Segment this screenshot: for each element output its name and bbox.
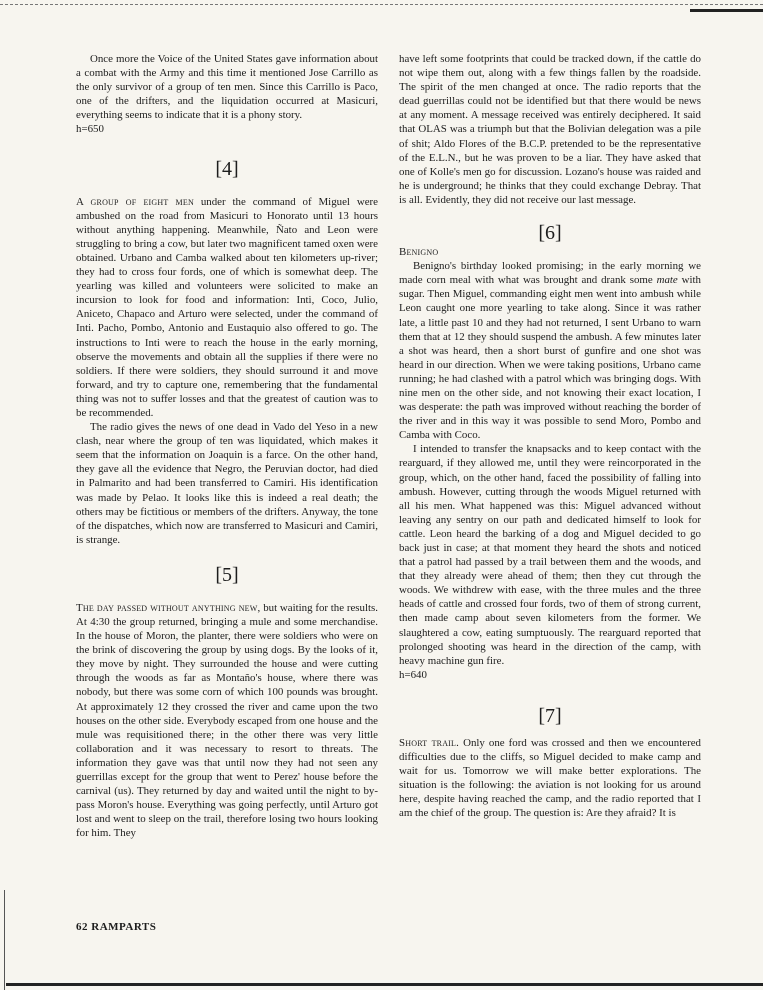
bottom-rule	[6, 983, 763, 986]
section-number-5: [5]	[215, 563, 239, 586]
section-number-7: [7]	[538, 704, 562, 727]
section-lead: Benigno	[399, 246, 439, 259]
paragraph: The day passed without anything new, but waiting for the results. At 4:30 the group returned, bringing a mule and some merchandise. In the house of Moron, the planter, there were soldiers who were on the brink of discovering the group by using dogs. By the looks of it, they move by night. They surrounded the house and were cutting through the woods as far as Montaño's house, where there was nobody, but there was some corn of which 100 pounds was brought. At approximately 12 they crossed the river and came upon the two houses on the other side. Everybody escaped from one house and the mule was requisitioned there; in the other there was very little collaboration and it was necessary to resort to threats. The information they gave was that until now they had not seen any guerrillas except for the group that went to Perez' house before the carnival (us). They returned by day and waited until the night to by-pass Moron's house. Everything was going perfectly, until Arturo got lost and went to sleep on the trail, therefore losing two hours looking for him. They	[76, 601, 378, 840]
section-lead: A group of eight men	[76, 195, 194, 208]
section-lead: The day passed without anything new,	[76, 601, 261, 614]
section-number-4: [4]	[215, 157, 239, 180]
top-dashed-rule	[0, 4, 763, 5]
paragraph: A group of eight men under the command of Miguel were ambushed on the road from Masicuri to Honorato until 13 hours without anything happening. Meanwhile, Ñato and Leon were struggling to bring a cow, but later two magnificent tamed oxen were obtained. Urbano and Camba walked about ten kilometers up-river; they had to cross four fords, one of which is somewhat deep. The yearling was killed and volunteers were solicited to make an incursion to look for food and information: Inti, Coco, Julio, Aniceto, Chapaco and Arturo were selected, under the command of Inti. Pacho, Pombo, Antonio and Eustaquio also offered to go. The instructions to Inti were to reach the house in the early morning, observe the movements and obtain all the supplies if there were no soldiers. If there were soldiers, they should surround it and move forward, and try to capture one, remembering that the fundamental thing was not to suffer losses and that the greatest of caution was to be recommended.	[76, 195, 378, 419]
page-footer	[76, 921, 156, 933]
paragraph: The radio gives the news of one dead in Vado del Yeso in a new clash, near where the group of ten was liquidated, which makes it seem that the information on Joaquin is a farce. On the other hand, they gave all the evidence that Negro, the Peruvian doctor, had died in Palmarito and had been transferred to Camiri. His identification was made by Pelao. It looks like this is indeed a real death; the others may be fictitious or members of the drifters. Anyway, the tone of the dispatches, which now are transferred to Masicuri and Camiri, is strange.	[76, 421, 378, 546]
paragraph: I intended to transfer the knapsacks and to keep contact with the rearguard, if they allowed me, until they were reincorporated in the group, which, on the other hand, faced the possibility of falling into ambush. However, cutting through the woods Miguel returned with all his men. What happened was this: Miguel advanced without leaving any sentry on our path and dedicated himself to look for cattle. Leon heard the barking of a dog and Miguel decided to go back just in case; at that moment they heard the shots and noticed that a patrol had passed by a trail between them and the woods, and that they already were ahead of them; then they cut through the woods. We withdrew with ease, with the three mules and the three heads of cattle and crossed four fords, two of them of strong current, then made camp about seven kilometers from the former. We slaughtered a cow, eating sumptuously. The rearguard reported that prolonged shooting was heard in the direction of the camp, with heavy machine gun fire.	[399, 443, 701, 667]
magazine-name: RAMPARTS	[91, 921, 157, 933]
section-number-6: [6]	[538, 222, 562, 245]
paragraph: Short trail. Only one ford was crossed and then we encountered difficulties due to the cliffs, so Miguel decided to make camp and wait for us. Tomorrow we will make better explorations. The situation is the following: the aviation is not looking for us around here, despite having reached the camp, and the radio reported that I am the chief of the group. The question is: Are they afraid? It is	[399, 736, 701, 820]
left-column	[76, 52, 378, 841]
page-number: 62	[76, 921, 88, 933]
height-note: h=650	[76, 123, 104, 136]
top-corner-bar	[690, 9, 763, 12]
paragraph: Benigno's birthday looked promising; in the early morning we made corn meal with what was brought and drank some mate with sugar. Then Miguel, commanding eight men went into ambush while Leon caught one more yearling to take along. Since it was rather late, a little past 10 and they had not returned, I sent Urbano to warn them that at 12 they should suspend the ambush. A few minutes later a shot was heard, then a short burst of gunfire and one shot was heard in our direction. When we were taking positions, Urbano came running; he had clashed with a patrol which was bringing dogs. With nine men on the other side, and not knowing their exact location, I was desperate: the path was improved without reaching the border of the river and in this way it was possible to send Moro, Pombo and Camba with Coco.	[399, 260, 701, 442]
paragraph: have left some footprints that could be tracked down, if the cattle do not wipe them out, along with a few things fallen by the roadside. The spirit of the men changed at once. The radio reports that the dead guerrillas could not be identified but that there would be news at any moment. A message received was entirely deciphered. It said that OLAS was a triumph but that the Bolivian delegation was a pile of shit; Aldo Flores of the B.C.P. pretended to be the representative of the E.L.N., but he was proven to be a liar. They have asked that one of Kolle's men go for discussion. Lozano's house was raided and he is underground; he thinks that they could exchange Debray. That is all. Evidently, they did not receive our last message.	[399, 53, 701, 206]
left-edge-mark	[4, 890, 5, 990]
section-lead: Short trail.	[399, 736, 460, 749]
height-note: h=640	[399, 668, 427, 681]
paragraph: Once more the Voice of the United States gave information about a combat with the Army and this time it mentioned Jose Carrillo as the only survivor of a group of ten men. Since this Carrillo is Paco, one of the drifters, and the liquidation occurred at Masicuri, everything seems to indicate that it is a phony story.	[76, 53, 378, 122]
right-column	[399, 52, 701, 821]
